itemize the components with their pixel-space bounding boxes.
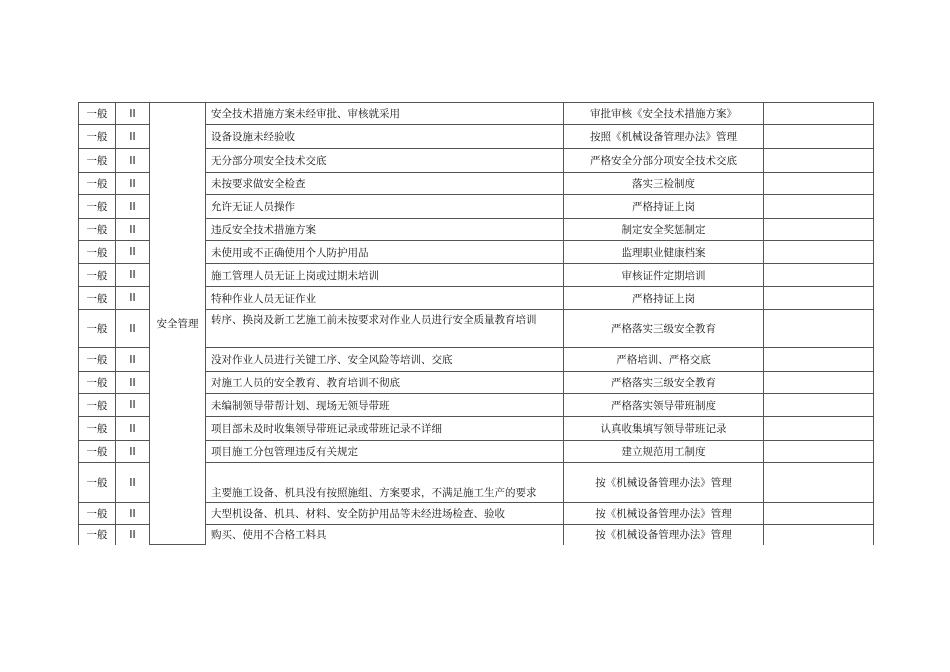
risk-grade-cell: 一般 — [79, 264, 116, 287]
remarks-cell — [764, 287, 874, 310]
control-measure-cell: 严格持证上岗 — [564, 287, 764, 310]
control-measure-cell: 严格落实领导带班制度 — [564, 394, 764, 417]
control-measure-cell: 严格落实三级安全教育 — [564, 372, 764, 394]
risk-grade-cell: 一般 — [79, 503, 116, 525]
risk-grade-cell: 一般 — [79, 310, 116, 348]
remarks-cell — [764, 103, 874, 125]
risk-grade-cell: 一般 — [79, 287, 116, 310]
hazard-description-cell: 未按要求做安全检查 — [206, 173, 564, 195]
risk-level-cell: II — [116, 372, 150, 394]
risk-grade-cell: 一般 — [79, 394, 116, 417]
control-measure-cell: 按照《机械设备管理办法》管理 — [564, 125, 764, 149]
hazard-description-cell: 主要施工设备、机具没有按照施组、方案要求，不满足施工生产的要求 — [206, 463, 564, 503]
hazard-description-cell: 项目部未及时收集领导带班记录或带班记录不详细 — [206, 417, 564, 441]
control-measure-cell: 审核证件定期培训 — [564, 264, 764, 287]
remarks-cell — [764, 173, 874, 195]
remarks-cell — [764, 417, 874, 441]
risk-grade-cell: 一般 — [79, 103, 116, 125]
risk-grade-cell: 一般 — [79, 149, 116, 173]
control-measure-cell: 按《机械设备管理办法》管理 — [564, 463, 764, 503]
remarks-cell — [764, 219, 874, 241]
remarks-cell — [764, 241, 874, 264]
remarks-cell — [764, 348, 874, 372]
risk-grade-cell: 一般 — [79, 441, 116, 463]
risk-level-cell: II — [116, 348, 150, 372]
hazard-description-cell: 转序、换岗及新工艺施工前未按要求对作业人员进行安全质量教育培训 — [206, 310, 564, 348]
remarks-cell — [764, 195, 874, 219]
risk-grade-cell: 一般 — [79, 241, 116, 264]
hazard-description-cell: 特种作业人员无证作业 — [206, 287, 564, 310]
remarks-cell — [764, 372, 874, 394]
hazard-table — [78, 102, 874, 545]
hazard-description-cell: 违反安全技术措施方案 — [206, 219, 564, 241]
hazard-description-cell: 对施工人员的安全教育、教育培训不彻底 — [206, 372, 564, 394]
category-cell: 安全管理 — [150, 103, 206, 545]
risk-level-cell: II — [116, 525, 150, 545]
table-row — [79, 103, 874, 125]
risk-level-cell: II — [116, 103, 150, 125]
control-measure-cell: 严格培训、严格交底 — [564, 348, 764, 372]
risk-grade-cell: 一般 — [79, 173, 116, 195]
risk-level-cell: II — [116, 149, 150, 173]
risk-level-cell: II — [116, 310, 150, 348]
remarks-cell — [764, 149, 874, 173]
risk-grade-cell: 一般 — [79, 195, 116, 219]
control-measure-cell: 认真收集填写领导带班记录 — [564, 417, 764, 441]
risk-grade-cell: 一般 — [79, 417, 116, 441]
hazard-description-cell: 大型机设备、机具、材料、安全防护用品等未经进场检查、验收 — [206, 503, 564, 525]
control-measure-cell: 按《机械设备管理办法》管理 — [564, 525, 764, 545]
risk-grade-cell: 一般 — [79, 525, 116, 545]
risk-level-cell: II — [116, 173, 150, 195]
hazard-description-cell: 未使用或不正确使用个人防护用品 — [206, 241, 564, 264]
remarks-cell — [764, 503, 874, 525]
hazard-description-cell: 允许无证人员操作 — [206, 195, 564, 219]
remarks-cell — [764, 125, 874, 149]
risk-level-cell: II — [116, 241, 150, 264]
risk-level-cell: II — [116, 394, 150, 417]
hazard-description-cell: 安全技术措施方案未经审批、审核就采用 — [206, 103, 564, 125]
risk-level-cell: II — [116, 463, 150, 503]
remarks-cell — [764, 264, 874, 287]
remarks-cell — [764, 394, 874, 417]
hazard-description-cell: 施工管理人员无证上岗或过期未培训 — [206, 264, 564, 287]
risk-level-cell: II — [116, 219, 150, 241]
control-measure-cell: 审批审核《安全技术措施方案》 — [564, 103, 764, 125]
risk-grade-cell: 一般 — [79, 125, 116, 149]
hazard-description-cell: 项目施工分包管理违反有关规定 — [206, 441, 564, 463]
control-measure-cell: 监理职业健康档案 — [564, 241, 764, 264]
hazard-description-cell: 无分部分项安全技术交底 — [206, 149, 564, 173]
hazard-description-cell: 没对作业人员进行关键工序、安全风险等培训、交底 — [206, 348, 564, 372]
control-measure-cell: 制定安全奖惩制定 — [564, 219, 764, 241]
risk-level-cell: II — [116, 441, 150, 463]
hazard-table-body — [79, 103, 874, 545]
control-measure-cell: 落实三检制度 — [564, 173, 764, 195]
control-measure-cell: 严格持证上岗 — [564, 195, 764, 219]
remarks-cell — [764, 463, 874, 503]
risk-level-cell: II — [116, 503, 150, 525]
risk-grade-cell: 一般 — [79, 463, 116, 503]
risk-level-cell: II — [116, 417, 150, 441]
control-measure-cell: 严格落实三级安全教育 — [564, 310, 764, 348]
risk-level-cell: II — [116, 264, 150, 287]
hazard-description-cell: 设备设施未经验收 — [206, 125, 564, 149]
risk-level-cell: II — [116, 195, 150, 219]
risk-grade-cell: 一般 — [79, 219, 116, 241]
risk-level-cell: II — [116, 125, 150, 149]
control-measure-cell: 严格安全分部分项安全技术交底 — [564, 149, 764, 173]
remarks-cell — [764, 525, 874, 545]
hazard-description-cell: 未编制领导带帮计划、现场无领导带班 — [206, 394, 564, 417]
remarks-cell — [764, 310, 874, 348]
control-measure-cell: 按《机械设备管理办法》管理 — [564, 503, 764, 525]
control-measure-cell: 建立规范用工制度 — [564, 441, 764, 463]
risk-grade-cell: 一般 — [79, 348, 116, 372]
remarks-cell — [764, 441, 874, 463]
hazard-description-cell: 购买、使用不合格工料具 — [206, 525, 564, 545]
risk-grade-cell: 一般 — [79, 372, 116, 394]
risk-level-cell: II — [116, 287, 150, 310]
